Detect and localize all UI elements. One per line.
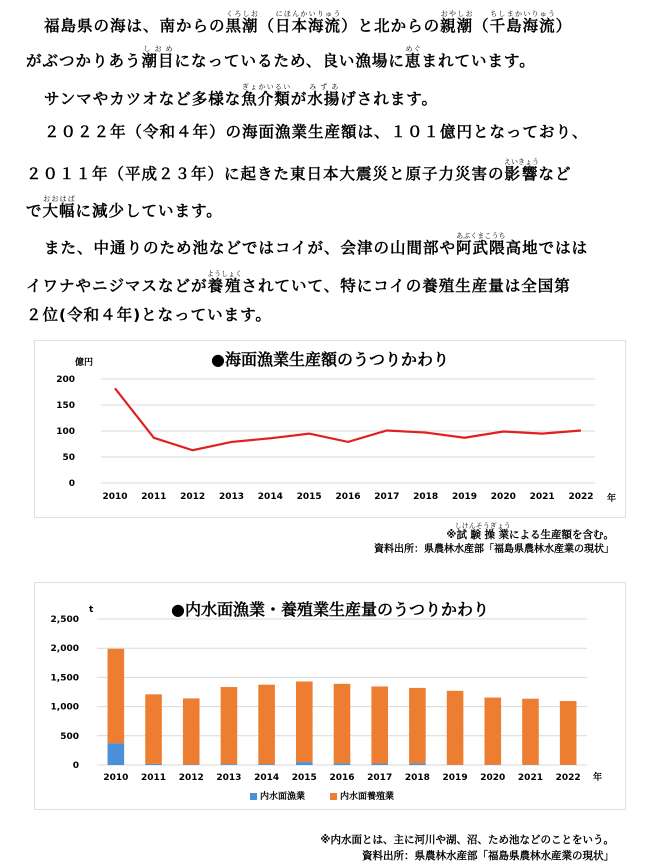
bar-inland-aquaculture <box>145 694 162 763</box>
text-segment: されていて、特にコイの養殖生産量は全国第 <box>241 277 571 295</box>
y-tick-label: 50 <box>62 453 75 463</box>
ruby-text: めぐ <box>404 45 422 53</box>
bar-inland-fishing <box>183 764 200 765</box>
word-megu: 恵 <box>404 52 422 70</box>
chart2-note: ※内水面とは、主に河川や湖、沼、ため池などのことをいう。 <box>320 834 614 846</box>
text-line-5 <box>26 158 572 184</box>
ruby-nihonkairyu <box>275 10 342 35</box>
x-tick-label: 2011 <box>141 492 167 502</box>
word-mizuage: 水揚 <box>307 90 341 108</box>
word-yoshoku: 養殖 <box>207 277 243 295</box>
text-segment: （ <box>258 17 276 35</box>
y-tick-label: 1,000 <box>50 702 79 713</box>
ruby-yoshoku <box>207 270 243 295</box>
bar-inland-aquaculture <box>334 684 351 763</box>
text-segment: サンマやカツオなど多様な <box>44 90 242 108</box>
inland-fishery-chart-panel <box>34 582 626 810</box>
sea-fishery-chart-panel <box>34 340 626 518</box>
x-tick-label: 2016 <box>335 492 361 502</box>
y-tick-label: 0 <box>72 761 79 771</box>
ruby-text: おやしお <box>440 10 474 18</box>
bar-inland-aquaculture <box>560 701 577 765</box>
x-tick-label: 2016 <box>329 773 355 783</box>
ruby-text: くろしお <box>225 10 259 18</box>
ruby-text: にほんかいりゅう <box>275 10 342 18</box>
bar-inland-aquaculture <box>108 649 125 744</box>
word-kuroshio: 黒潮 <box>225 17 259 35</box>
bar-inland-aquaculture <box>371 686 388 763</box>
bar-inland-aquaculture <box>296 681 313 762</box>
text-segment: イワナやニジマスなどが <box>26 277 208 295</box>
bar-inland-fishing <box>409 763 426 765</box>
x-tick-label: 2021 <box>529 492 555 502</box>
series-line-sea-fishery <box>115 388 581 450</box>
bar-inland-aquaculture <box>447 691 464 765</box>
ruby-chishima <box>489 10 556 35</box>
y-tick-label: 0 <box>68 479 75 489</box>
note-suffix: による生産額を含む。 <box>509 529 614 541</box>
ruby-ohaba <box>42 195 76 220</box>
x-tick-label: 2022 <box>555 773 581 783</box>
ruby-gyokairui <box>241 83 291 108</box>
text-segment: が <box>290 90 308 108</box>
bar-inland-aquaculture <box>221 687 238 764</box>
ruby-megu <box>404 45 422 70</box>
bar-inland-fishing <box>371 764 388 765</box>
text-segment: ２０１１年（平成２３年）に起きた東日本大震災と原子力災害の <box>26 165 505 183</box>
word-oyashio: 親潮 <box>440 17 474 35</box>
legend-label: 内水面漁業 <box>260 792 306 802</box>
text-segment: まれています。 <box>421 52 536 70</box>
ruby-text: ちしまかいりゅう <box>489 10 556 18</box>
bar-inland-aquaculture <box>183 698 200 764</box>
ruby-text: あぶくまこうち <box>456 232 506 240</box>
x-tick-label: 2015 <box>291 773 317 783</box>
text-segment: （ <box>473 17 490 35</box>
text-line-2 <box>26 45 536 71</box>
ruby-text: ぎょかいるい <box>241 83 291 91</box>
legend-fishing <box>250 789 305 802</box>
text-segment: また、中通りのため池などではコイが、会津の山間部や <box>44 239 457 257</box>
y-tick-label: 150 <box>56 401 75 411</box>
x-tick-label: 2015 <box>296 492 322 502</box>
x-tick-label: 2011 <box>141 773 167 783</box>
word-chishima: 千島海流 <box>489 17 556 35</box>
text-line-8 <box>26 270 571 296</box>
y-tick-label: 1,500 <box>50 673 79 684</box>
x-tick-label: 2010 <box>102 492 128 502</box>
word-eikyo: 影響 <box>504 165 540 183</box>
chart1-plot <box>35 341 625 517</box>
x-tick-label: 2022 <box>568 492 594 502</box>
legend-label: 内水面養殖業 <box>340 792 395 802</box>
text-segment: がぶつかりあう <box>26 52 142 70</box>
word-abukuma: 阿武隈 <box>456 239 506 257</box>
x-tick-label: 2018 <box>413 492 439 502</box>
ruby-shiome <box>141 45 175 70</box>
bar-inland-aquaculture <box>484 698 501 765</box>
ruby-text: えいきょう <box>504 158 540 166</box>
chart2-plot <box>35 583 625 809</box>
text-segment: になっているため、良い漁場に <box>174 52 405 70</box>
x-tick-label: 2018 <box>404 773 430 783</box>
chart1-note <box>446 522 614 542</box>
word-ohaba: 大幅 <box>42 202 76 220</box>
ruby-text: しおめ <box>141 45 175 53</box>
x-tick-label: 2020 <box>490 492 516 502</box>
x-tick-label: 2013 <box>216 773 242 783</box>
chart1-unit: 億円 <box>75 358 94 368</box>
x-tick-label: 2014 <box>254 773 280 783</box>
x-tick-label: 2019 <box>451 492 478 502</box>
y-tick-label: 500 <box>60 731 79 742</box>
legend-swatch-fishing <box>250 793 257 800</box>
x-tick-label: 2012 <box>180 492 206 502</box>
text-line-7 <box>44 232 588 258</box>
x-axis-unit: 年 <box>593 773 603 783</box>
ruby-mizuage <box>307 83 341 108</box>
y-tick-label: 200 <box>56 375 75 385</box>
x-tick-label: 2010 <box>103 773 129 783</box>
chart1-source: 資料出所：県農林水産部「福島県農林水産業の現状」 <box>374 544 614 555</box>
x-tick-label: 2019 <box>442 773 468 783</box>
text-line-6 <box>26 195 223 221</box>
x-tick-label: 2017 <box>367 773 393 783</box>
legend-swatch-aquaculture <box>330 793 337 800</box>
bar-inland-aquaculture <box>522 699 539 765</box>
text-segment: ）と北からの <box>341 17 441 35</box>
ruby-text: おおはば <box>42 195 76 203</box>
y-tick-label: 100 <box>56 427 75 437</box>
bar-inland-aquaculture <box>258 685 275 764</box>
bar-inland-fishing <box>258 764 275 765</box>
word-shiome: 潮目 <box>141 52 175 70</box>
bar-inland-fishing <box>145 764 162 765</box>
ruby-oyashio <box>440 10 474 35</box>
text-line-3 <box>44 83 438 109</box>
y-tick-label: 2,000 <box>50 644 79 655</box>
chart2-title: ●内水面漁業・養殖業生産量のうつりかわり <box>171 600 489 619</box>
bar-inland-fishing <box>221 764 238 765</box>
ruby-text: みずあ <box>307 83 341 91</box>
x-tick-label: 2014 <box>257 492 283 502</box>
ruby-text: ようしょく <box>207 270 243 278</box>
note-prefix: ※ <box>446 529 457 541</box>
chart2-unit: t <box>89 605 94 615</box>
x-tick-label: 2021 <box>517 773 543 783</box>
text-segment: 高地ではは <box>505 239 589 257</box>
ruby-abukuma <box>456 232 506 257</box>
text-segment: に減少しています。 <box>75 202 223 220</box>
ruby-kuroshio <box>225 10 259 35</box>
x-tick-label: 2013 <box>218 492 245 502</box>
word-nihonkairyu: 日本海流 <box>275 17 342 35</box>
x-tick-label: 2012 <box>178 773 204 783</box>
y-tick-label: 2,500 <box>50 615 79 625</box>
text-segment: げされます。 <box>340 90 439 108</box>
text-line-4: ２０２２年（令和４年）の海面漁業生産額は、１０１億円となっており、 <box>44 123 589 141</box>
chart1-title: ●海面漁業生産額のうつりかわり <box>211 350 449 369</box>
legend-aquaculture <box>330 789 394 802</box>
x-tick-label: 2017 <box>374 492 400 502</box>
ruby-eikyo <box>504 158 540 183</box>
text-segment: 福島県の海は、南からの <box>44 17 226 35</box>
word-shiken: 試験操業 <box>454 529 511 541</box>
ruby-text: しけんそうぎょう <box>454 522 511 530</box>
bar-inland-fishing <box>108 743 125 765</box>
bar-inland-fishing <box>296 762 313 765</box>
text-segment: ） <box>555 17 573 35</box>
text-line-9: ２位(令和４年)となっています。 <box>26 306 272 324</box>
x-tick-label: 2020 <box>480 773 506 783</box>
text-segment: で <box>26 202 43 220</box>
x-axis-unit: 年 <box>607 494 617 504</box>
word-gyokairui: 魚介類 <box>241 90 291 108</box>
bar-inland-aquaculture <box>409 688 426 763</box>
chart2-source: 資料出所：県農林水産部「福島県農林水産業の現状」 <box>362 850 614 862</box>
bar-inland-fishing <box>334 763 351 765</box>
text-segment: など <box>538 165 572 183</box>
text-line-1 <box>44 10 572 36</box>
